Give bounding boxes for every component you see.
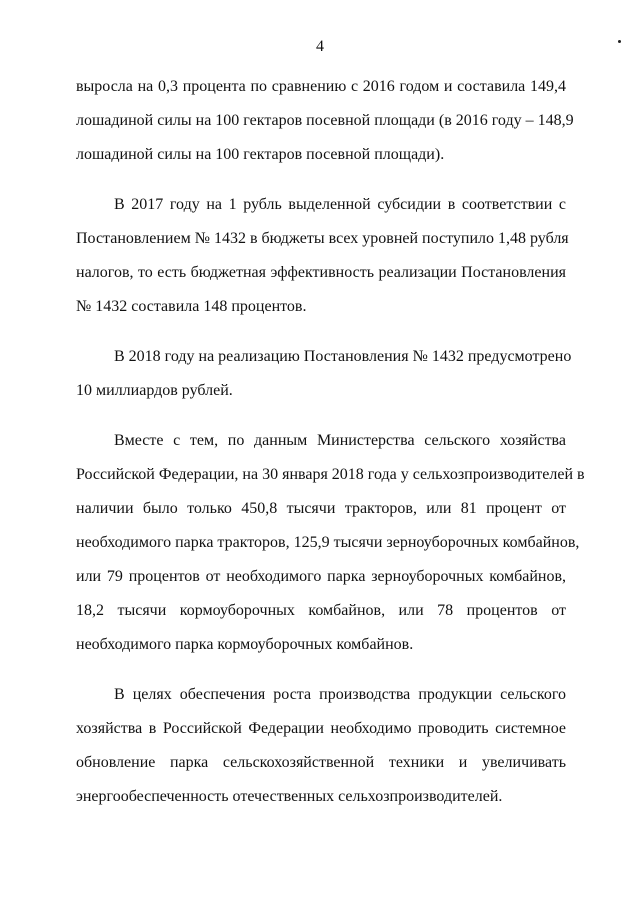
text-line: обновление парка сельскохозяйственной техники и увеличивать [76, 754, 566, 771]
text-line: Постановлением № 1432 в бюджеты всех уровней поступило 1,48 рубля [76, 230, 569, 247]
text-line: 18,2 тысячи кормоуборочных комбайнов, или 78 процентов от [76, 602, 566, 619]
text-line: В целях обеспечения роста производства продукции сельского [114, 686, 566, 703]
text-line: налогов, то есть бюджетная эффективность реализации Постановления [76, 264, 566, 281]
text-line: выросла на 0,3 процента по сравнению с 2016 годом и составила 149,4 [76, 78, 566, 95]
text-line: лошадиной силы на 100 гектаров посевной площади (в 2016 году – 148,9 [76, 112, 574, 129]
paragraph-machinery-stats [76, 424, 585, 662]
scan-mark [618, 40, 621, 43]
text-line: № 1432 составила 148 процентов. [76, 298, 307, 315]
text-line: 10 миллиардов рублей. [76, 382, 233, 399]
text-line: необходимого парка тракторов, 125,9 тысячи зерноуборочных комбайнов, [76, 534, 580, 551]
page-number: 4 [316, 38, 324, 55]
text-line: хозяйства в Российской Федерации необходимо проводить системное [76, 720, 566, 737]
text-line: В 2017 году на 1 рубль выделенной субсидии в соответствии с [114, 196, 566, 213]
text-line: наличии было только 450,8 тысячи тракторов, или 81 процент от [76, 500, 566, 517]
paragraph-conclusion [76, 678, 566, 814]
document-body [76, 70, 585, 814]
paragraph-continuation [76, 70, 574, 172]
text-line: или 79 процентов от необходимого парка зерноуборочных комбайнов, [76, 568, 566, 585]
text-line: Вместе с тем, по данным Министерства сельского хозяйства [114, 432, 566, 449]
text-line: лошадиной силы на 100 гектаров посевной площади). [76, 146, 445, 163]
text-line: В 2018 году на реализацию Постановления № 1432 предусмотрено [114, 348, 572, 365]
text-line: необходимого парка кормоуборочных комбайнов. [76, 636, 414, 653]
text-line: энергообеспеченность отечественных сельхозпроизводителей. [76, 788, 503, 805]
paragraph-subsidy-efficiency [76, 188, 569, 324]
paragraph-2018-funding [76, 340, 572, 408]
text-line: Российской Федерации, на 30 января 2018 года у сельхозпроизводителей в [76, 466, 585, 483]
